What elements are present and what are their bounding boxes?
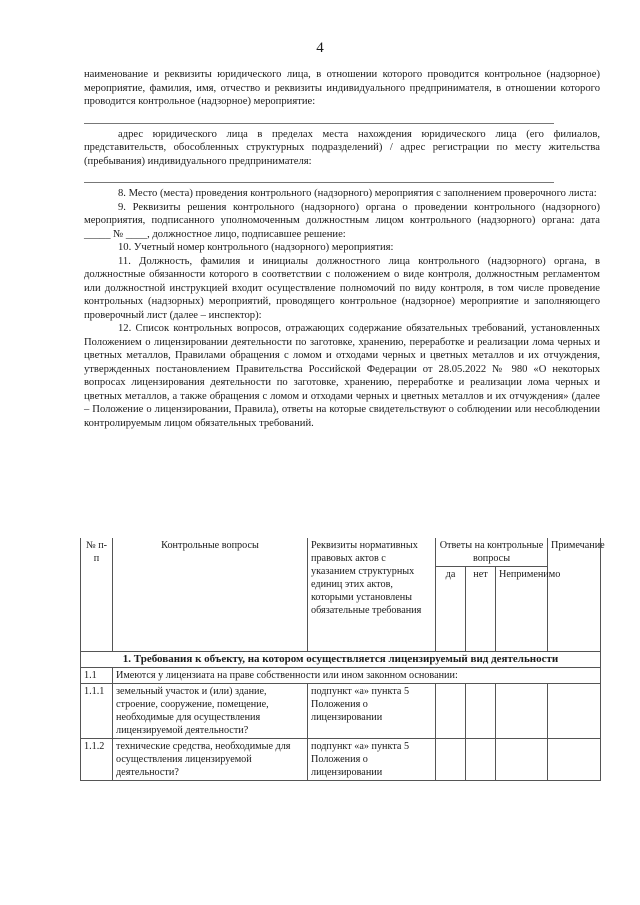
paragraph-11: 11. Должность, фамилия и инициалы должностного лица контрольного (надзорного) органа, в должностные обязанности которого в соответствии с положением о виде контроля, должностным регламентом или должностной инструкцией входит осуществление полномочий по виду контроля, в том числе проведение контрольных (надзорных) мероприятий, проводящего контрольное (надзорное) мероприятие и заполняющего проверочный лист (далее – инспектор): — [84, 255, 600, 321]
paragraph-entity: наименование и реквизиты юридического лица, в отношении которого проводится контрольное (надзорное) мероприятие, фамилия, имя, отчество и реквизиты индивидуального предпринимателя, в отношении которого проводится контрольное (надзорное) мероприятие: — [84, 69, 600, 107]
note-cell[interactable] — [548, 684, 601, 739]
paragraph-address: адрес юридического лица в пределах места нахождения юридического лица (его филиалов, представительств, обособленных структурных подразделений) / адрес регистрации по месту жительства (пребывания) индивидуального предпринимателя: — [84, 128, 600, 167]
row-num: 1.1.2 — [81, 739, 113, 781]
page-number: 4 — [316, 40, 324, 56]
header-questions: Контрольные вопросы — [113, 538, 308, 652]
paragraph-10: 10. Учетный номер контрольного (надзорного) мероприятия: — [118, 242, 394, 253]
row-question: технические средства, необходимые для осуществления лицензируемой деятельности? — [113, 739, 308, 781]
header-answers: Ответы на контрольные вопросы — [436, 538, 548, 567]
paragraph-9: 9. Реквизиты решения контрольного (надзорного) органа о проведении контрольного (надзорного) мероприятия, подписанного уполномоченным должностным лицом контрольного (надзорного) органа: дата _____ № ____, должностное лицо, подписавшее решение: — [84, 201, 600, 240]
answer-no-cell[interactable] — [466, 739, 496, 781]
answer-no-cell[interactable] — [466, 684, 496, 739]
header-yes: да — [436, 567, 466, 652]
table-row — [81, 668, 601, 684]
row-question: земельный участок и (или) здание, строение, сооружение, помещение, необходимые для осуществления лицензируемой деятельности? — [113, 684, 308, 739]
paragraph-8: 8. Место (места) проведения контрольного (надзорного) мероприятия с заполнением проверочного листа: — [118, 188, 597, 199]
checklist-table — [80, 538, 605, 781]
table-row — [81, 684, 601, 739]
answer-yes-cell[interactable] — [436, 684, 466, 739]
answer-na-cell[interactable] — [496, 684, 548, 739]
row-question: Имеются у лицензиата на праве собственности или ином законном основании: — [113, 668, 601, 684]
row-num: 1.1.1 — [81, 684, 113, 739]
note-cell[interactable] — [548, 739, 601, 781]
header-no: нет — [466, 567, 496, 652]
header-na: Неприменимо — [496, 567, 548, 652]
table-row — [81, 739, 601, 781]
header-num: № п-п — [81, 538, 113, 652]
row-requisites: подпункт «а» пункта 5 Положения о лицензировании — [308, 739, 436, 781]
answer-na-cell[interactable] — [496, 739, 548, 781]
row-requisites: подпункт «а» пункта 5 Положения о лицензировании — [308, 684, 436, 739]
header-requisites: Реквизиты нормативных правовых актов с указанием структурных единиц этих актов, которыми установлены обязательные требования — [308, 538, 436, 652]
header-note: Примечание — [548, 538, 601, 652]
text-block-top — [84, 68, 600, 430]
row-num: 1.1 — [81, 668, 113, 684]
answer-yes-cell[interactable] — [436, 739, 466, 781]
paragraph-12: 12. Список контрольных вопросов, отражающих содержание обязательных требований, установленных Положением о лицензировании деятельности по заготовке, хранению, переработке и реализации лома черных и цветных металлов, Правилами обращения с ломом и отходами черных и цветных металлов и их отчуждения, утвержденных постановлением Правительства Российской Федерации от 28.05.2022 № 980 «О некоторых вопросах лицензирования деятельности по заготовке, хранению, переработке и реализации лома черных и цветных металлов, а также обращения с ломом и отходами черных и цветных металлов и их отчуждения» (далее – Положение о лицензировании, Правила), ответы на которые свидетельствуют о соблюдении или несоблюдении контролируемым лицом обязательных требований. — [84, 323, 600, 429]
fill-line — [84, 109, 554, 124]
section-title: 1. Требования к объекту, на котором осуществляется лицензируемый вид деятельности — [81, 652, 601, 668]
fill-line — [84, 168, 554, 183]
